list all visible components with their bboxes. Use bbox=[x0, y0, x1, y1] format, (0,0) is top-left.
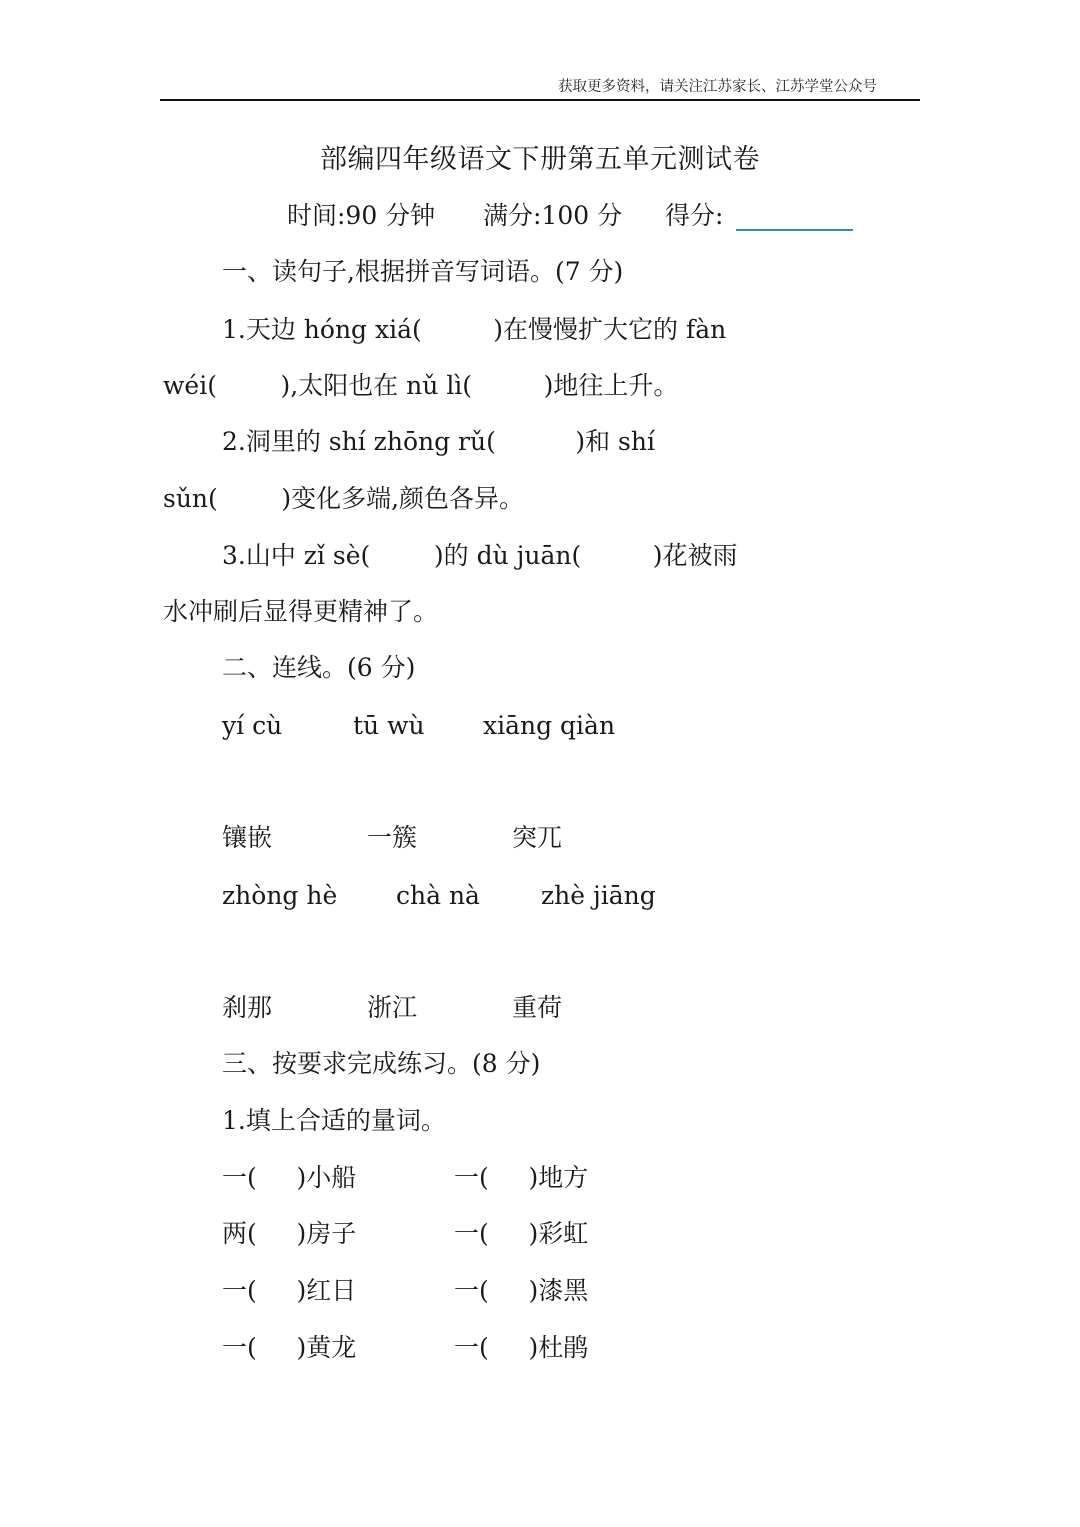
full-score-label: 满分:100 分 bbox=[483, 201, 623, 230]
section1-line: 水冲刷后显得更精神了。 bbox=[163, 597, 439, 626]
word-item: 重荷 bbox=[512, 993, 563, 1022]
measure-word-item: 一( )地方 bbox=[454, 1163, 589, 1192]
measure-word-item: 一( )漆黑 bbox=[454, 1276, 589, 1305]
pinyin-item: xiāng qiàn bbox=[483, 711, 616, 740]
pinyin-item: chà nà bbox=[396, 881, 480, 910]
word-item: 刹那 bbox=[222, 993, 273, 1022]
section1-line: 3.山中 zǐ sè( )的 dù juān( )花被雨 bbox=[222, 541, 738, 570]
section3-subheading: 1.填上合适的量词。 bbox=[222, 1106, 446, 1135]
header-rule bbox=[160, 99, 920, 101]
word-item: 镶嵌 bbox=[222, 823, 273, 852]
pinyin-item: zhòng hè bbox=[222, 881, 338, 910]
measure-word-item: 一( )红日 bbox=[222, 1276, 357, 1305]
pinyin-item: tū wù bbox=[353, 711, 425, 740]
section1-line: sǔn( )变化多端,颜色各异。 bbox=[163, 484, 525, 513]
word-item: 一簇 bbox=[367, 823, 418, 852]
measure-word-item: 两( )房子 bbox=[222, 1219, 357, 1248]
pinyin-item: yí cù bbox=[222, 711, 283, 740]
measure-word-item: 一( )彩虹 bbox=[454, 1219, 589, 1248]
measure-word-item: 一( )黄龙 bbox=[222, 1333, 357, 1362]
score-blank[interactable] bbox=[736, 229, 853, 231]
section1-line: wéi( ),太阳也在 nǔ lì( )地往上升。 bbox=[163, 371, 679, 400]
measure-word-item: 一( )小船 bbox=[222, 1163, 357, 1192]
section1-heading: 一、读句子,根据拼音写词语。(7 分) bbox=[222, 257, 624, 286]
time-label: 时间:90 分钟 bbox=[287, 201, 436, 230]
score-label: 得分: bbox=[665, 201, 724, 230]
header-note: 获取更多资料，请关注江苏家长、江苏学堂公众号 bbox=[558, 79, 877, 95]
section2-heading: 二、连线。(6 分) bbox=[222, 653, 416, 682]
word-item: 突兀 bbox=[512, 823, 563, 852]
pinyin-item: zhè jiāng bbox=[541, 881, 656, 910]
page-title: 部编四年级语文下册第五单元测试卷 bbox=[320, 144, 760, 175]
word-item: 浙江 bbox=[367, 993, 418, 1022]
section1-line: 1.天边 hóng xiá( )在慢慢扩大它的 fàn bbox=[222, 315, 727, 344]
section1-line: 2.洞里的 shí zhōng rǔ( )和 shí bbox=[222, 427, 655, 456]
section3-heading: 三、按要求完成练习。(8 分) bbox=[222, 1049, 541, 1078]
measure-word-item: 一( )杜鹃 bbox=[454, 1333, 589, 1362]
